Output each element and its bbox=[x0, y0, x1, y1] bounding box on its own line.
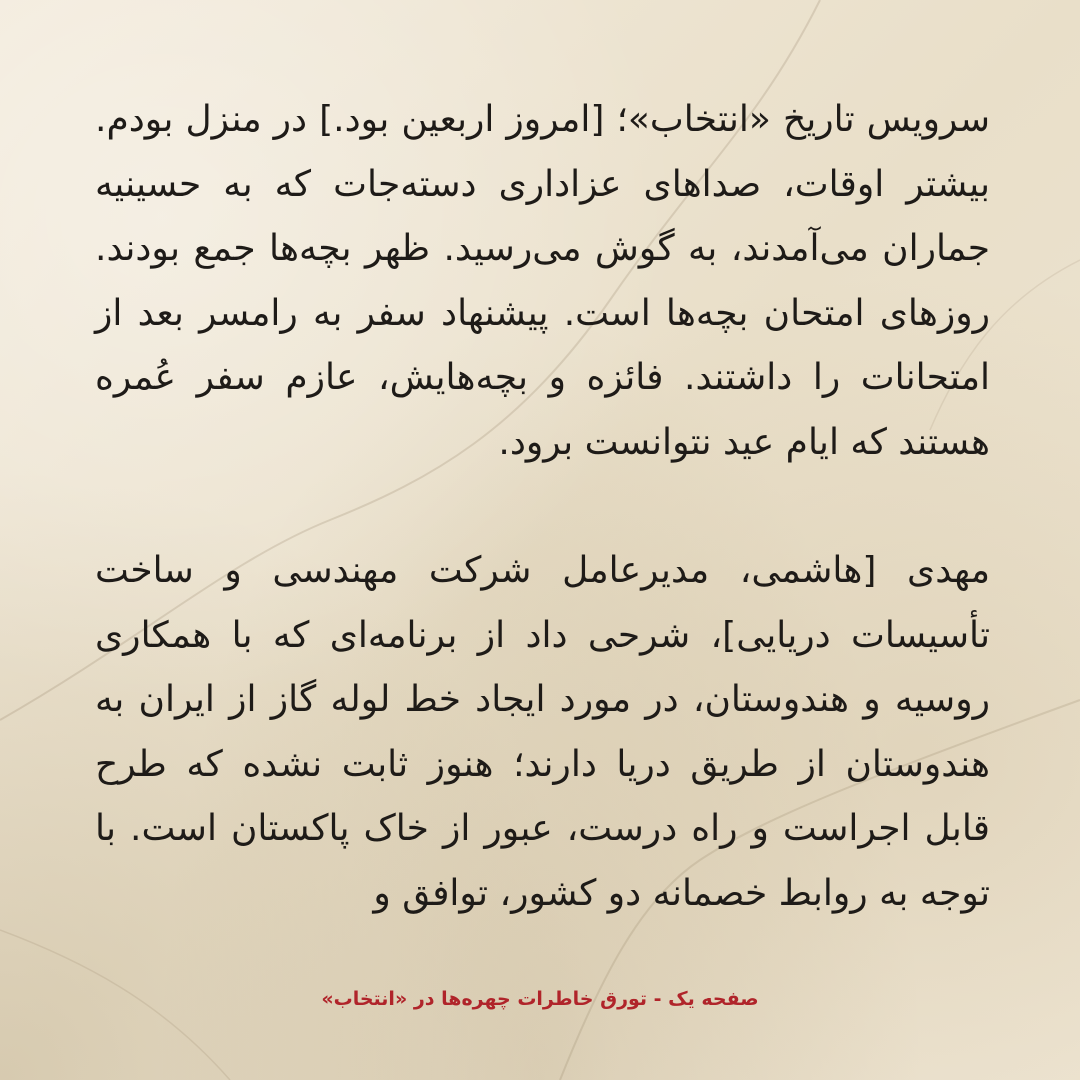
paragraph-1: سرویس تاریخ «انتخاب»؛ [امروز اربعین بود.] در منزل بودم. بیشتر اوقات، صداهای عزاداری دسته‌جات که به حسینیه جماران می‌آمدند، به گوش می‌رسید. ظهر بچه‌ها جمع بودند. روزهای امتحان بچه‌ها است. پیشنهاد سفر به رامسر بعد از امتحانات را داشتند. فائزه و بچه‌هایش، عازم سفر عُمره هستند که ایام عید نتوانست برود. bbox=[95, 99, 990, 463]
page-caption: صفحه یک - تورق خاطرات چهره‌ها در «انتخاب» bbox=[321, 988, 759, 1010]
memoir-text bbox=[95, 88, 990, 926]
paragraph-2: مهدی [هاشمی، مدیرعامل شرکت مهندسی و ساخت تأسیسات دریایی]، شرحی داد از برنامه‌ای که با همکاری روسیه و هندوستان، در مورد ایجاد خط لوله گاز از ایران به هندوستان از طریق دریا دارند؛ هنوز ثابت نشده که طرح قابل اجراست و راه درست، عبور از خاک پاکستان است. با توجه به روابط خصمانه دو کشور، توافق و bbox=[95, 550, 990, 914]
